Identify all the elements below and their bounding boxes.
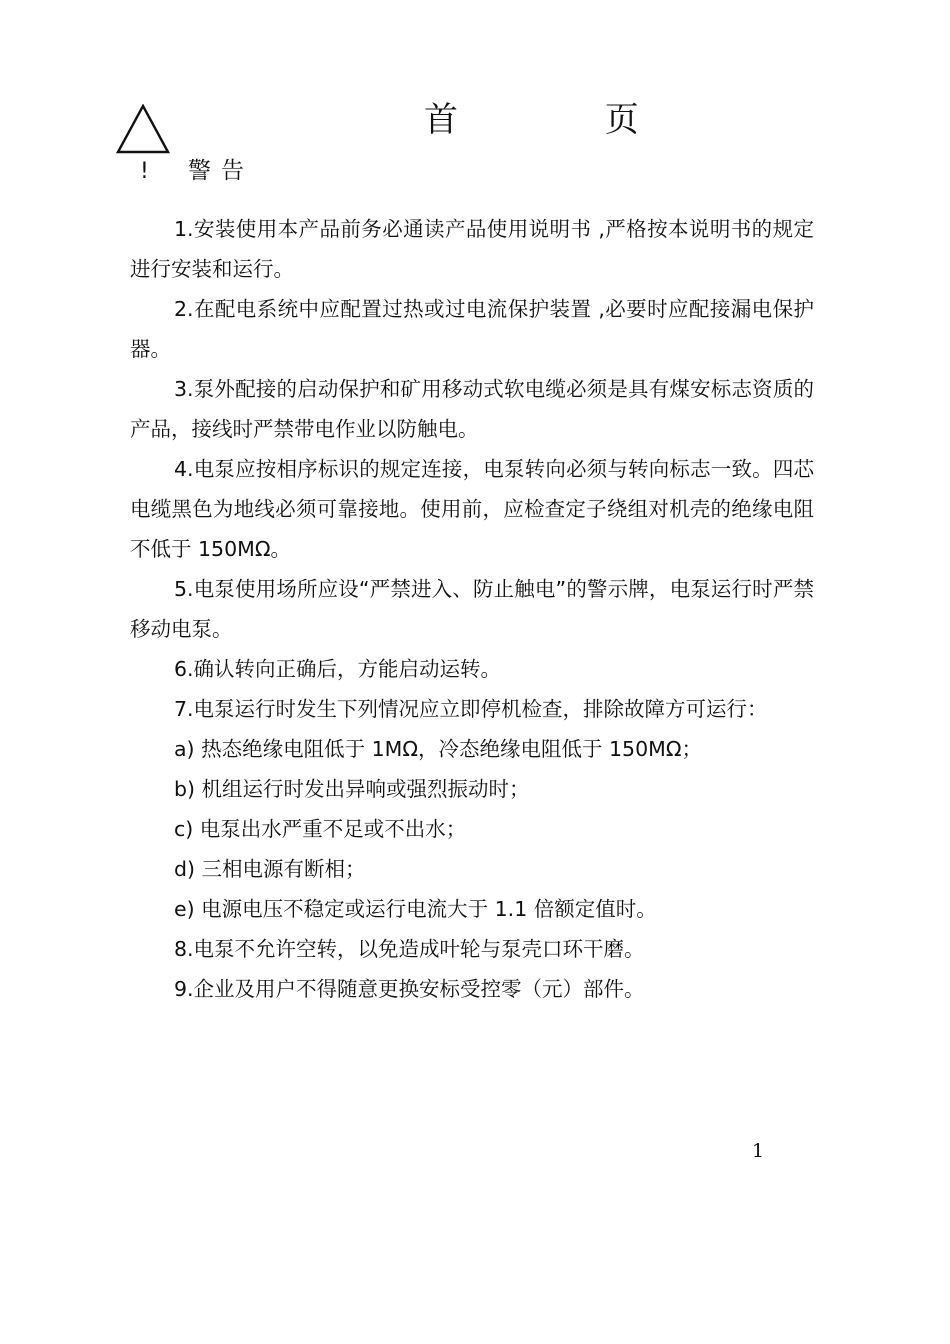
warning-item-6: 6.确认转向正确后，方能启动运转。: [174, 657, 502, 681]
warning-item-5: 5.电泵使用场所应设“严禁进入、防止触电”的警示牌，电泵运行时严禁移动电泵。: [130, 577, 814, 641]
warning-subitem-a: a) 热态绝缘电阻低于 1MΩ，冷态绝缘电阻低于 150MΩ；: [174, 737, 702, 761]
warning-subitem-d: d) 三相电源有断相；: [174, 857, 366, 881]
warning-content: [130, 209, 814, 1009]
page-title: 首 页: [424, 100, 707, 140]
warning-item-4: 4.电泵应按相序标识的规定连接，电泵转向必须与转向标志一致。四芯电缆黑色为地线必须可靠接地。使用前，应检查定子绕组对机壳的绝缘电阻不低于 150MΩ。: [130, 457, 814, 561]
warning-item-8: 8.电泵不允许空转，以免造成叶轮与泵壳口环干磨。: [174, 937, 645, 961]
warning-item-9: 9.企业及用户不得随意更换安标受控零（元）部件。: [174, 977, 645, 1001]
warning-item-7: 7.电泵运行时发生下列情况应立即停机检查，排除故障方可运行：: [174, 697, 768, 721]
warning-label: 警告: [188, 158, 254, 184]
warning-subitem-e: e) 电源电压不稳定或运行电流大于 1.1 倍额定值时。: [174, 897, 657, 921]
warning-item-3: 3.泵外配接的启动保护和矿用移动式软电缆必须是具有煤安标志资质的产品，接线时严禁带电作业以防触电。: [130, 377, 814, 441]
warning-item-2: 2.在配电系统中应配置过热或过电流保护装置 ,必要时应配接漏电保护器。: [130, 297, 814, 361]
warning-subitem-c: c) 电泵出水严重不足或不出水；: [174, 817, 467, 841]
warning-triangle-icon: [116, 104, 170, 154]
warning-exclamation: !: [140, 159, 149, 184]
page-number: 1: [752, 1140, 765, 1162]
warning-subitem-b: b) 机组运行时发出异响或强烈振动时；: [174, 777, 530, 801]
warning-item-1: 1.安装使用本产品前务必通读产品使用说明书 ,严格按本说明书的规定进行安装和运行。: [130, 217, 814, 281]
